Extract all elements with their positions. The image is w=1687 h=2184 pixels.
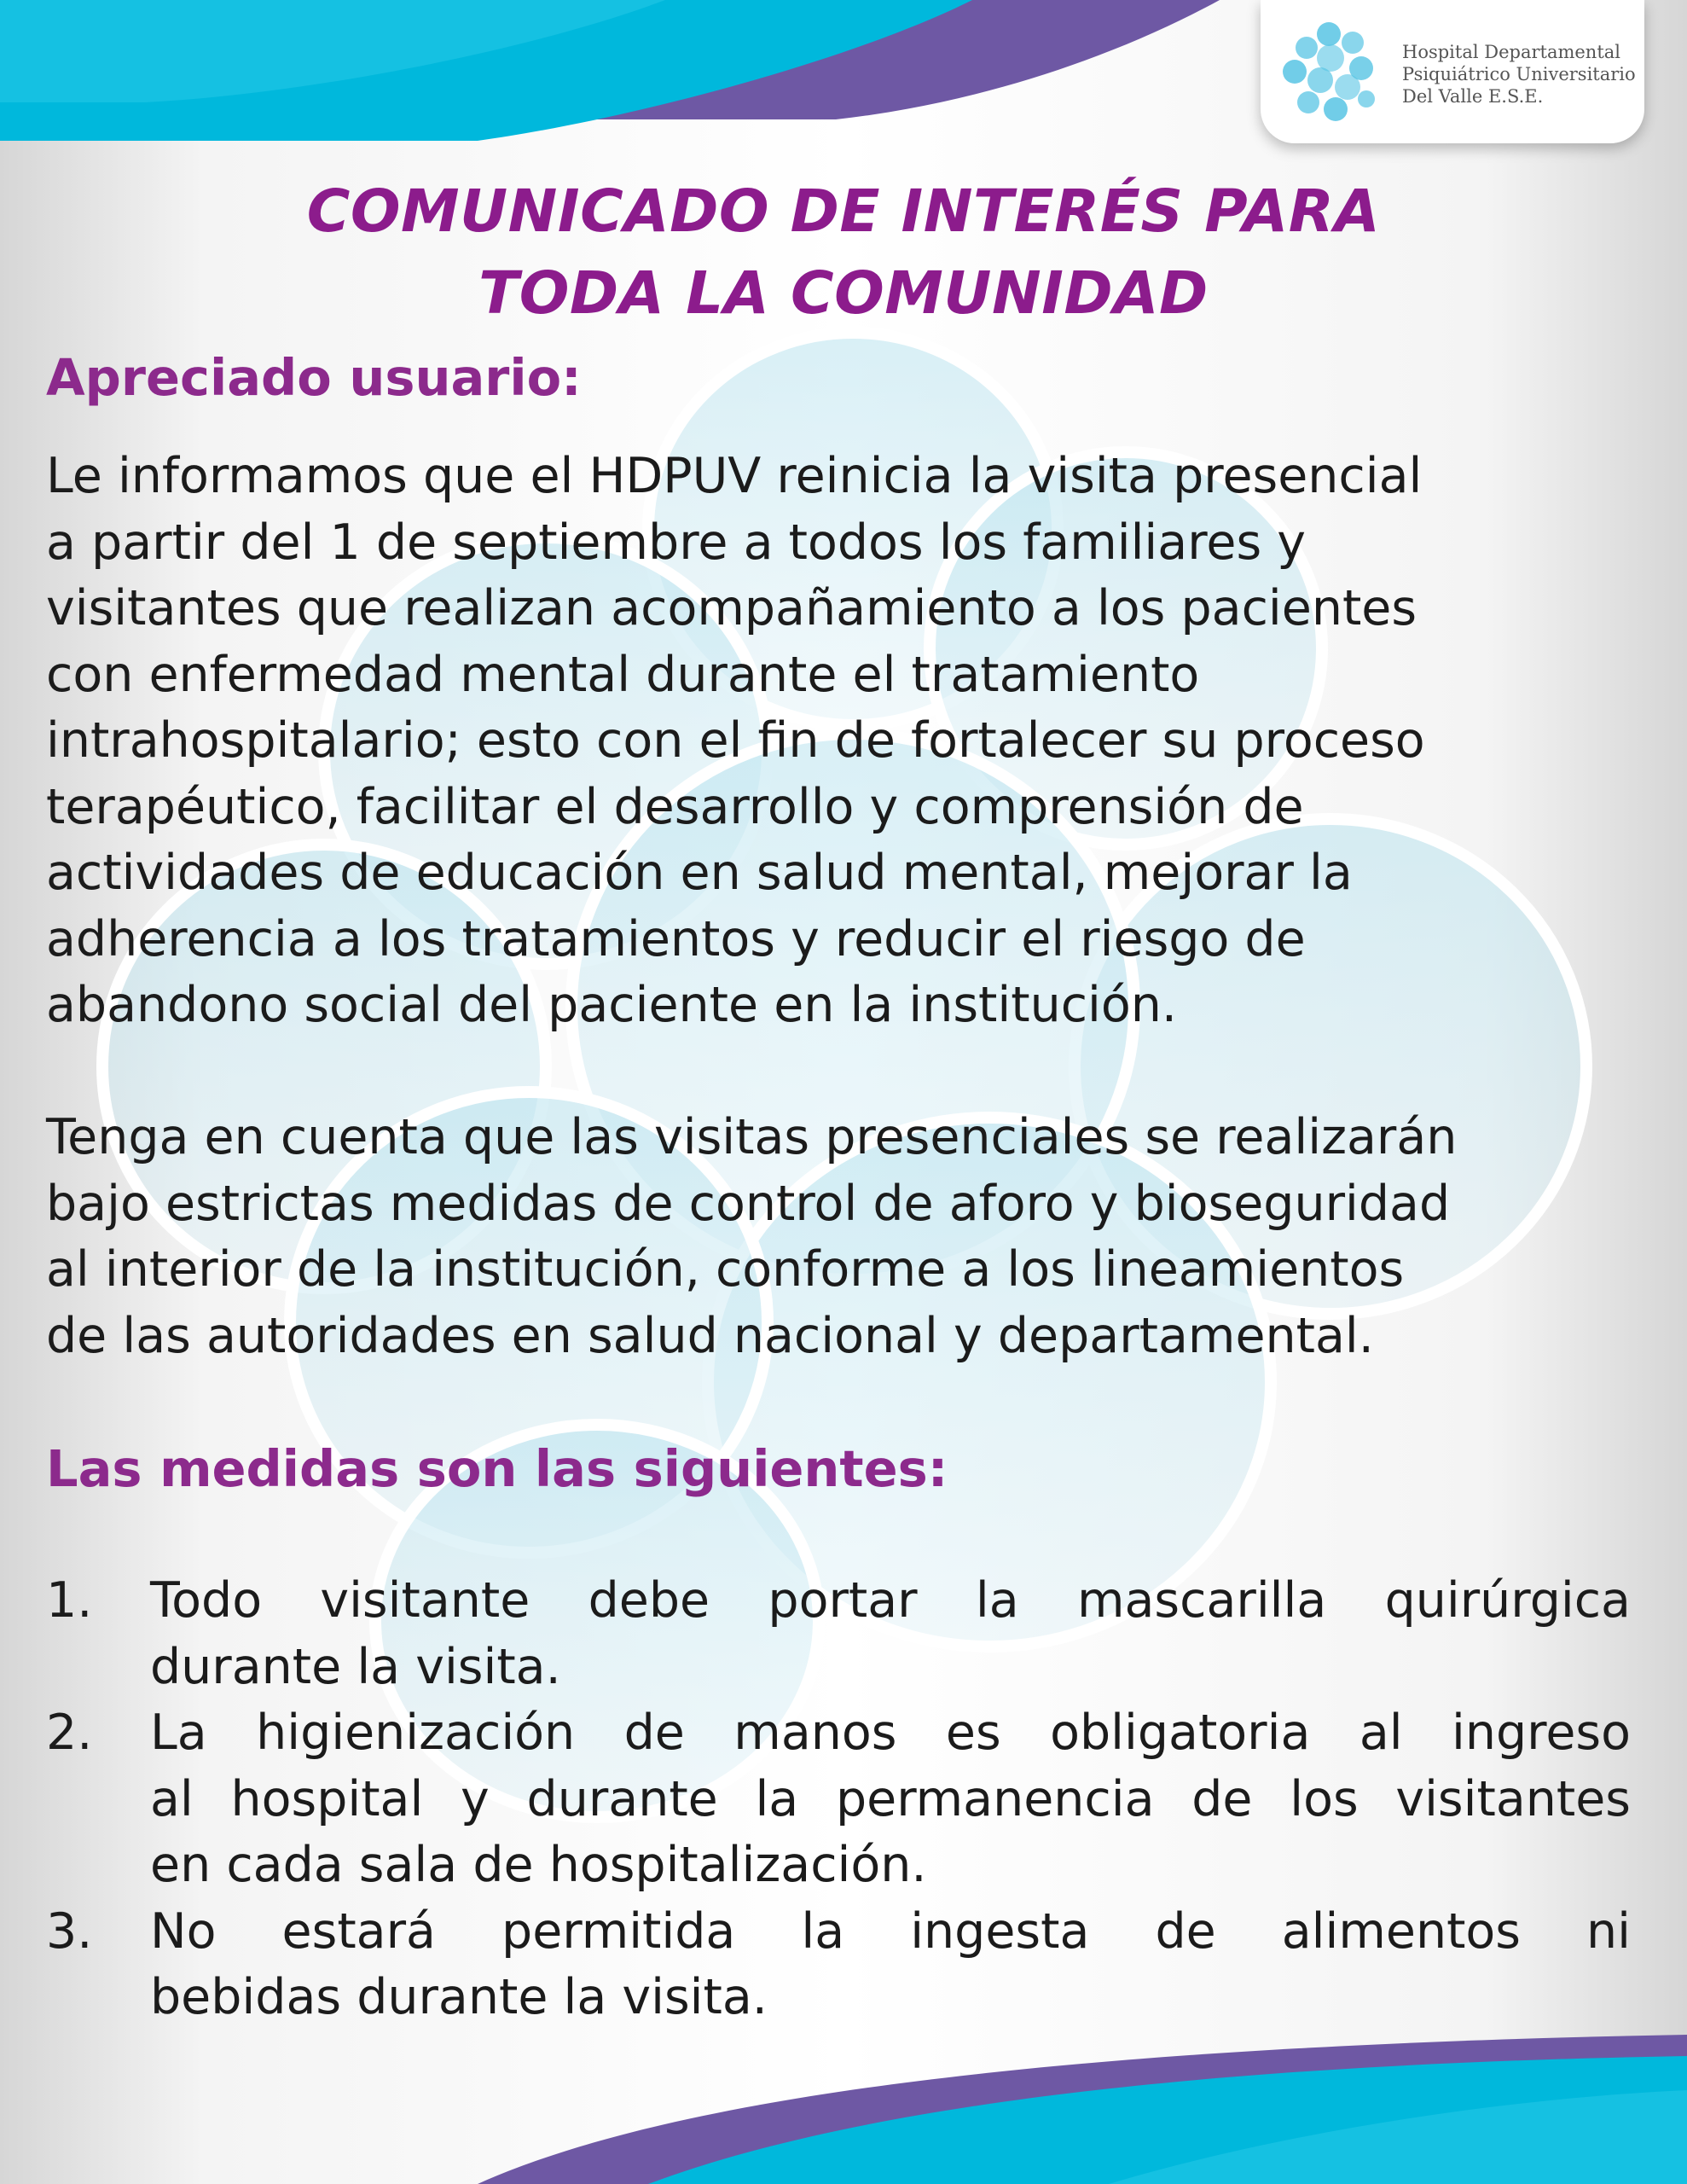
paragraph-line: al interior de la institución, conforme a los lineamientos xyxy=(46,1241,1405,1298)
list-item-number: 1. xyxy=(46,1572,93,1629)
paragraph-line: bajo estrictas medidas de control de aforo y bioseguridad xyxy=(46,1175,1451,1232)
paragraph-line: adherencia a los tratamientos y reducir el riesgo de xyxy=(46,910,1306,967)
title-line: COMUNICADO DE INTERÉS PARA xyxy=(306,177,1381,246)
list-item-line: al hospital y durante la permanencia de los visitantes xyxy=(150,1770,1631,1827)
list-item xyxy=(46,1568,1631,1700)
greeting: Apreciado usuario: xyxy=(46,348,582,407)
list-item-number: 3. xyxy=(46,1902,93,1960)
list-item-number: 2. xyxy=(46,1705,93,1761)
list-item-line: durante la visita. xyxy=(150,1638,561,1695)
measures-list xyxy=(46,1568,1631,2031)
paragraph-line: actividades de educación en salud mental, mejorar la xyxy=(46,845,1353,901)
list-item-line: Todo visitante debe portar la mascarilla quirúrgica xyxy=(150,1572,1631,1629)
list-item-line: bebidas durante la visita. xyxy=(150,1969,768,2025)
list-item-line: No estará permitida la ingesta de alimentos ni xyxy=(150,1902,1631,1960)
paragraph-medidas-control xyxy=(46,1105,1631,1369)
paragraph-line: visitantes que realizan acompañamiento a los pacientes xyxy=(46,580,1417,636)
hospital-logo-icon xyxy=(1276,17,1387,128)
paragraph-line: Tenga en cuenta que las visitas presenciales se realizarán xyxy=(46,1109,1458,1165)
paragraph-line: Le informamos que el HDPUV reinicia la visita presencial xyxy=(46,448,1423,504)
hospital-name-line: Hospital Departamental xyxy=(1402,42,1621,62)
paragraph-line: de las autoridades en salud nacional y departamental. xyxy=(46,1307,1374,1364)
list-item-line: La higienización de manos es obligatoria al ingreso xyxy=(150,1705,1631,1761)
hospital-name xyxy=(1402,41,1641,107)
list-item-line: en cada sala de hospitalización. xyxy=(150,1837,927,1893)
list-item xyxy=(46,1899,1631,2031)
page-title xyxy=(0,171,1687,334)
paragraph-line: con enfermedad mental durante el tratamiento xyxy=(46,646,1200,703)
hospital-name-line: Psiquiátrico Universitario xyxy=(1402,64,1636,84)
paragraph-line: a partir del 1 de septiembre a todos los familiares y xyxy=(46,514,1306,571)
title-line: TODA LA COMUNIDAD xyxy=(478,259,1209,328)
list-item xyxy=(46,1700,1631,1899)
paragraph-reinicio-visitas xyxy=(46,444,1631,1039)
hospital-logo xyxy=(1261,0,1644,143)
measures-heading: Las medidas son las siguientes: xyxy=(46,1439,948,1498)
paragraph-line: abandono social del paciente en la institución. xyxy=(46,977,1178,1033)
hospital-name-line: Del Valle E.S.E. xyxy=(1402,86,1544,107)
paragraph-line: intrahospitalario; esto con el fin de fortalecer su proceso xyxy=(46,712,1425,769)
paragraph-line: terapéutico, facilitar el desarrollo y comprensión de xyxy=(46,778,1304,835)
